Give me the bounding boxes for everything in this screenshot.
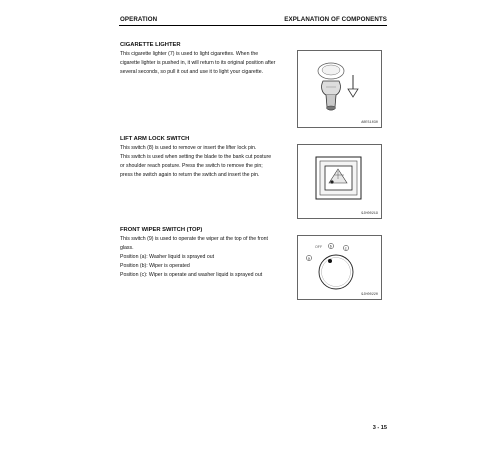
dial-position-b-label: b bbox=[329, 244, 332, 249]
wiper-dial-illustration bbox=[298, 236, 381, 299]
text-line: or shoulder reach posture. Press the switch to remove the pin; bbox=[120, 163, 263, 169]
lock-switch-illustration bbox=[298, 145, 381, 218]
page-number: 3 - 15 bbox=[372, 425, 387, 431]
dial-indicator bbox=[328, 259, 332, 263]
text-line: This cigarette lighter (7) is used to light cigarettes. When the bbox=[120, 51, 259, 57]
lift-arm-lock-switch-text bbox=[120, 144, 275, 180]
dial-off-label: OFF bbox=[315, 245, 323, 249]
lift-arm-lock-switch-title: LIFT ARM LOCK SWITCH bbox=[120, 136, 190, 142]
lift-arm-lock-switch-figure bbox=[297, 144, 382, 219]
text-line: This switch is used when setting the blade to the bank cut posture bbox=[120, 154, 272, 160]
front-wiper-switch-text bbox=[120, 235, 275, 280]
dial-position-c-label: c bbox=[344, 246, 347, 251]
section-header: OPERATION bbox=[120, 16, 158, 23]
text-line: cigarette lighter is pushed in, it will return to its original position after bbox=[120, 60, 276, 66]
text-line: Position (b): Wiper is operated bbox=[120, 263, 190, 269]
figure-code: 9JH00220 bbox=[361, 293, 378, 297]
cigarette-lighter-figure bbox=[297, 50, 382, 128]
figure-code: A0E51030 bbox=[361, 121, 378, 125]
cigarette-lighter-text bbox=[120, 50, 275, 77]
text-line: Position (c): Wiper is operate and washer liquid is sprayed out bbox=[120, 272, 263, 278]
header-rule bbox=[119, 25, 387, 26]
cigarette-lighter-title: CIGARETTE LIGHTER bbox=[120, 42, 181, 48]
cigarette-lighter-illustration bbox=[298, 51, 381, 127]
figure-code: 9JH00219 bbox=[361, 212, 378, 216]
front-wiper-switch-figure bbox=[297, 235, 382, 300]
front-wiper-switch-title: FRONT WIPER SWITCH (TOP) bbox=[120, 227, 203, 233]
text-line: Position (a): Washer liquid is sprayed out bbox=[120, 254, 215, 260]
text-line: press the switch again to return the switch and insert the pin. bbox=[120, 172, 260, 178]
text-line: several seconds, so pull it out and use it to light your cigarette. bbox=[120, 69, 264, 75]
dial-position-a-label: a bbox=[307, 256, 310, 261]
text-line: glass. bbox=[120, 245, 134, 251]
text-line: This switch (8) is used to remove or insert the lifter lock pin. bbox=[120, 145, 257, 151]
text-line: This switch (9) is used to operate the wiper at the top of the front bbox=[120, 236, 268, 242]
chapter-header: EXPLANATION OF COMPONENTS bbox=[284, 16, 387, 23]
